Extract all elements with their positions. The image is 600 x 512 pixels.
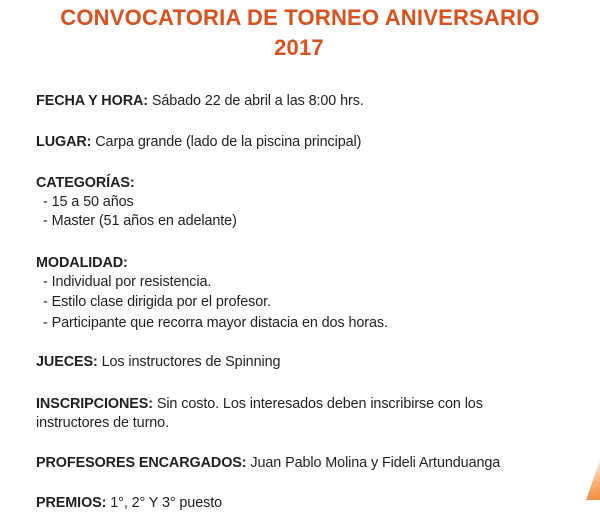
- categoria-item: - Master (51 años en adelante): [43, 213, 237, 229]
- document-title: CONVOCATORIA DE TORNEO ANIVERSARIO: [60, 5, 540, 30]
- categoria-item: - 15 a 50 años: [43, 194, 134, 210]
- inscripciones-label: INSCRIPCIONES:: [36, 396, 153, 412]
- profesores-row: [36, 454, 500, 472]
- inscripciones-row: [36, 395, 483, 413]
- fecha-label: FECHA Y HORA:: [36, 93, 148, 109]
- modalidad-item: - Estilo clase dirigida por el profesor.: [43, 294, 271, 310]
- fecha-row: [36, 92, 364, 110]
- modalidad-item: - Individual por resistencia.: [43, 274, 212, 290]
- lugar-label: LUGAR:: [36, 134, 92, 150]
- modalidad-item: - Participante que recorra mayor distacia en dos horas.: [43, 315, 388, 331]
- inscripciones-value: Sin costo. Los interesados deben inscribirse con los: [152, 396, 483, 412]
- premios-label: PREMIOS:: [36, 495, 107, 511]
- fecha-value: Sábado 22 de abril a las 8:00 hrs.: [147, 93, 364, 109]
- profesores-label: PROFESORES ENCARGADOS:: [36, 455, 247, 471]
- corner-decoration: [586, 460, 600, 500]
- modalidad-label: MODALIDAD:: [36, 255, 128, 271]
- lugar-value: Carpa grande (lado de la piscina principal): [91, 134, 362, 150]
- premios-value: 1°, 2° Y 3° puesto: [106, 495, 223, 511]
- inscripciones-continuation: instructores de turno.: [36, 415, 169, 431]
- profesores-value: Juan Pablo Molina y Fideli Artunduanga: [246, 455, 501, 471]
- premios-row: [36, 494, 222, 512]
- lugar-row: [36, 133, 361, 151]
- document-title-year: 2017: [274, 35, 324, 60]
- jueces-value: Los instructores de Spinning: [97, 354, 281, 370]
- categorias-label: CATEGORÍAS:: [36, 175, 135, 191]
- jueces-label: JUECES:: [36, 354, 98, 370]
- jueces-row: [36, 353, 280, 371]
